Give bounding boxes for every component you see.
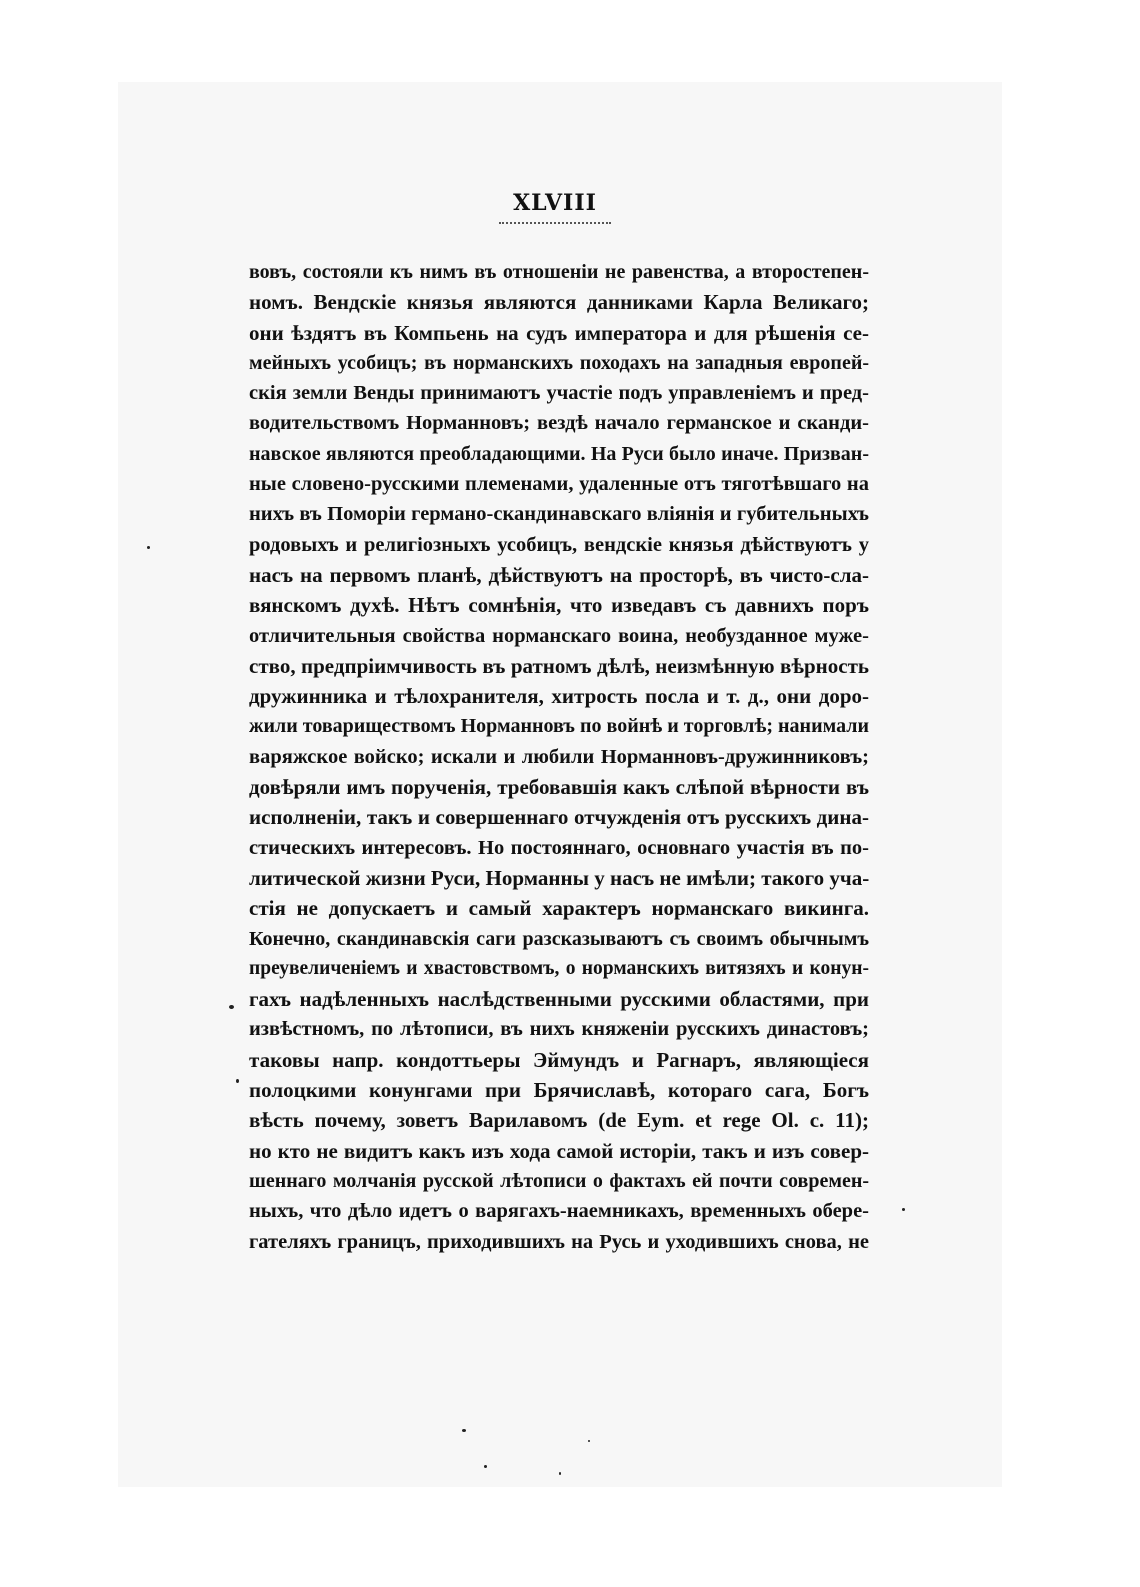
text-line: Конечно, скандинавскія саги разсказываютъ съ своимъ обычнымъ <box>249 927 869 950</box>
text-line: стическихъ интересовъ. Но постояннаго, основнаго участія въ по- <box>249 836 869 859</box>
scan-speck <box>484 1465 487 1468</box>
text-line: довѣряли имъ порученія, требовавшія какъ слѣпой вѣрности въ <box>249 775 869 800</box>
body-text <box>249 257 869 1257</box>
text-line: извѣстномъ, по лѣтописи, въ нихъ княженіи русскихъ династовъ; <box>249 1018 869 1041</box>
text-line: гателяхъ границъ, приходившихъ на Русь и уходившихъ снова, не <box>249 1230 869 1253</box>
text-line: таковы напр. кондоттьеры Эймундъ и Рагнаръ, являющіеся <box>249 1047 869 1072</box>
text-line: варяжское войско; искали и любили Норманновъ-дружинниковъ; <box>249 745 869 768</box>
scan-speck <box>229 1005 234 1009</box>
text-line: но кто не видитъ какъ изъ хода самой исторіи, такъ и изъ совер- <box>249 1138 869 1163</box>
scan-speck <box>147 546 150 549</box>
text-line: отличительныя свойства норманскаго воина, необузданное муже- <box>249 624 869 647</box>
text-line: полоцкими конунгами при Брячиславѣ, котораго сага, Богъ <box>249 1078 869 1103</box>
text-line: гахъ надѣленныхъ наслѣдственными русскими областями, при <box>249 987 869 1012</box>
text-line: ство, предпріимчивость въ ратномъ дѣлѣ, неизмѣнную вѣрность <box>249 653 869 678</box>
text-line: литической жизни Руси, Норманны у насъ не имѣли; такого уча- <box>249 865 870 890</box>
text-line: мейныхъ усобицъ; въ норманскихъ походахъ на западныя европей- <box>249 351 869 374</box>
text-line: насъ на первомъ планѣ, дѣйствуютъ на просторѣ, въ чисто-сла- <box>249 562 869 587</box>
scan-speck <box>902 1208 905 1211</box>
text-line: преувеличеніемъ и хвастовствомъ, о норманскихъ витязяхъ и конун- <box>249 957 869 979</box>
text-line: шеннаго молчанія русской лѣтописи о фактахъ ей почти современ- <box>249 1169 869 1192</box>
text-line: родовыхъ и религіозныхъ усобицъ, вендскіе князья дѣйствуютъ у <box>249 533 869 556</box>
text-line: дружинника и тѣлохранителя, хитрость посла и т. д., они доро- <box>249 684 869 709</box>
scan-speck <box>559 1472 561 1475</box>
page-number: XLVIII <box>513 190 597 216</box>
text-line: вѣсть почему, зоветъ Варилавомъ (de Eym. et rege Ol. c. 11); <box>249 1108 869 1133</box>
scan-speck <box>462 1429 466 1432</box>
text-line: вянскомъ духѣ. Нѣтъ сомнѣнія, что изведавъ съ давнихъ поръ <box>249 593 869 618</box>
text-line: они ѣздятъ въ Компьень на судъ императора и для рѣшенія се- <box>249 320 869 345</box>
text-line: ныхъ, что дѣло идетъ о варягахъ-наемникахъ, временныхъ обере- <box>249 1200 869 1223</box>
scan-speck <box>588 1440 590 1442</box>
text-line: ные словено-русскими племенами, удаленные отъ тяготѣвшаго на <box>249 473 869 496</box>
text-line: исполненіи, такъ и совершеннаго отчужденія отъ русскихъ дина- <box>249 805 869 830</box>
page-number-ornament <box>499 216 611 224</box>
text-line: скія земли Венды принимаютъ участіе подъ управленіемъ и пред- <box>249 382 869 405</box>
text-line: номъ. Вендскіе князья являются данниками Карла Великаго; <box>249 290 869 315</box>
text-line: водительствомъ Норманновъ; вездѣ начало германское и сканди- <box>249 412 869 435</box>
scan-speck <box>236 1079 239 1083</box>
text-line: вовъ, состояли къ нимъ въ отношеніи не равенства, а второстепен- <box>249 261 869 283</box>
text-line: стія не допускаетъ и самый характеръ норманскаго викинга. <box>249 896 869 921</box>
text-line: жили товариществомъ Норманновъ по войнѣ и торговлѣ; нанимали <box>249 715 869 738</box>
text-line: навское являются преобладающими. На Руси было иначе. Призван- <box>249 442 869 465</box>
text-line: нихъ въ Поморіи германо-скандинавскаго вліянія и губительныхъ <box>249 503 869 526</box>
